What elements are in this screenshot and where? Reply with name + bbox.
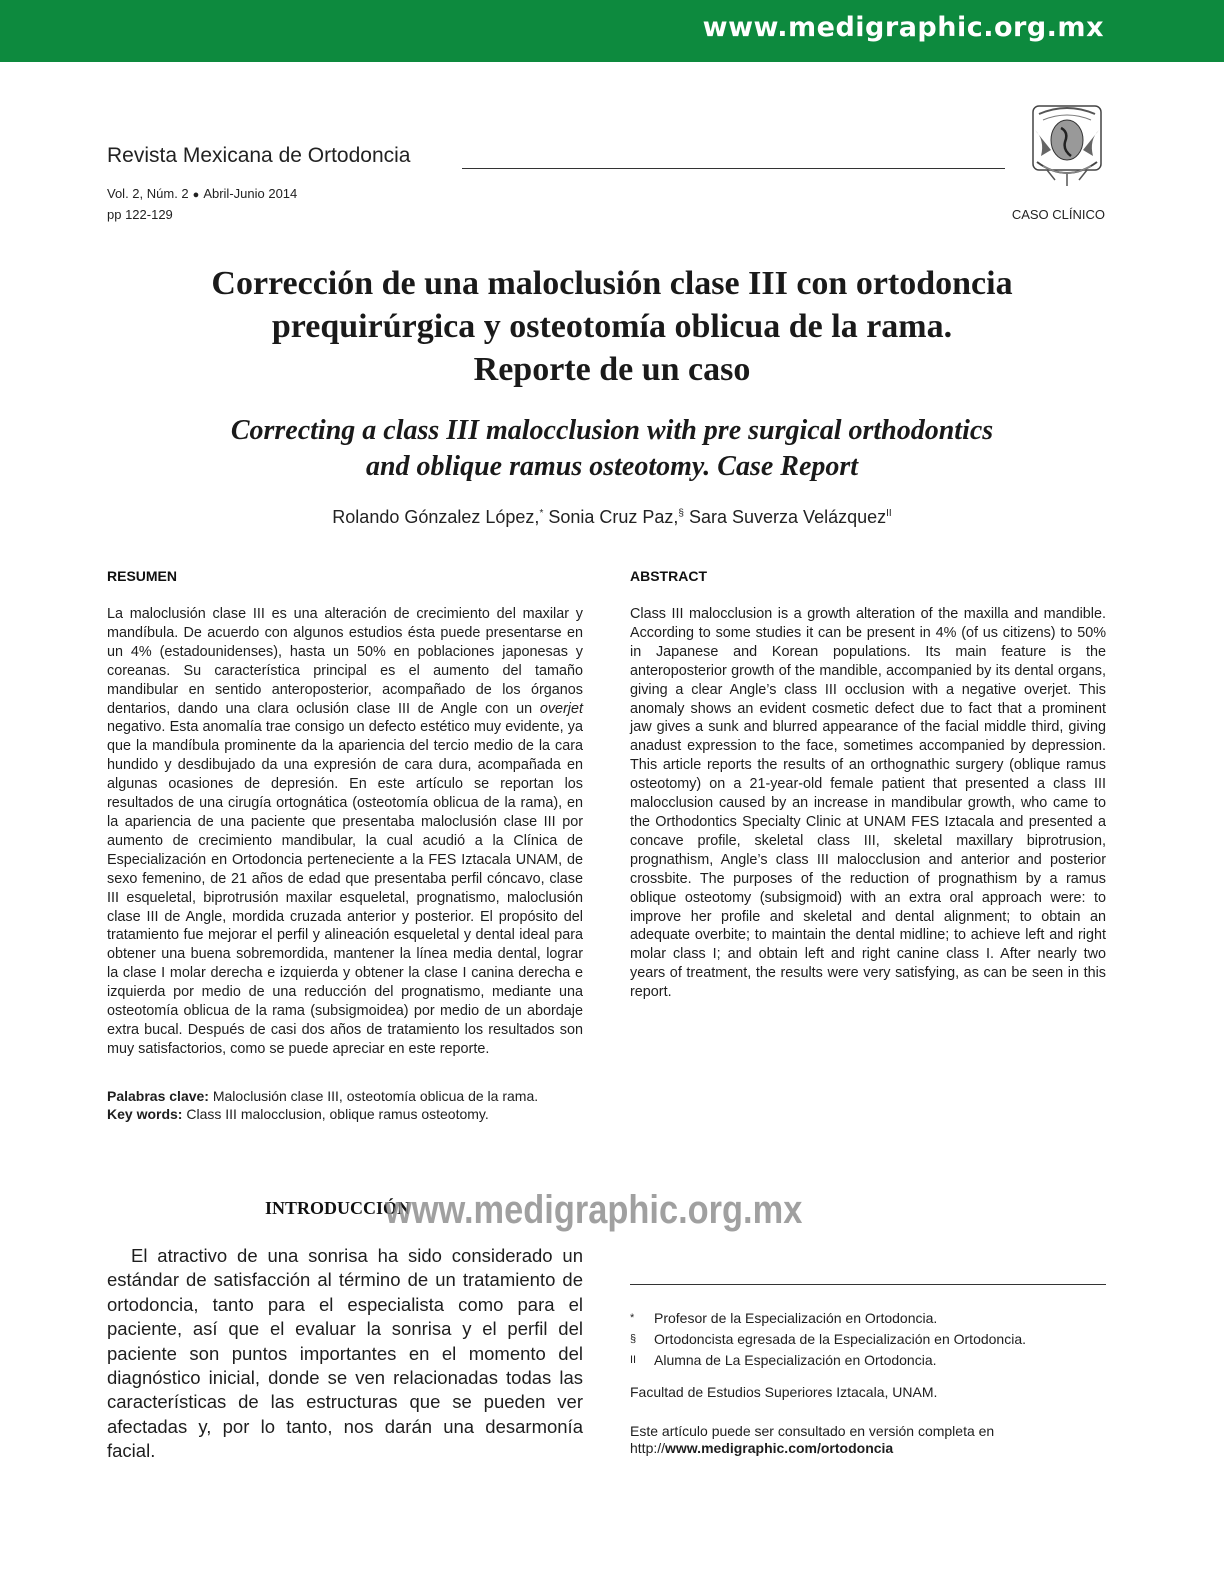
volume-number: Vol. 2, Núm. 2	[107, 186, 189, 201]
journal-rule	[462, 168, 1005, 169]
keywords-en-label: Key words:	[107, 1105, 183, 1122]
title-line: prequirúrgica y osteotomía oblicua de la rama.	[271, 308, 953, 345]
abstract-section	[630, 568, 1106, 1002]
resumen-text	[107, 605, 583, 1059]
article-title	[120, 262, 1104, 391]
resumen-section	[107, 568, 583, 1123]
author-mark: II	[886, 508, 892, 519]
section-tag: CASO CLÍNICO	[1011, 207, 1105, 222]
resumen-text-part: La maloclusión clase III es una alteración de crecimiento del maxilar y mandíbula. De acuerdo con algunos estudios ésta puede presentarse en un 4% (estadounidenses), hasta un 50% en poblaciones japonesas y coreanas. Su característica principal es el aumento del tamaño mandibular en sentido anteroposterior, acompañado de los órganos dentarios, dando una clara oclusión clase III de Angle con un	[107, 606, 583, 717]
banner-url-link[interactable]: www.medigraphic.org.mx	[702, 12, 1104, 43]
footnote-text: Profesor de la Especialización en Ortodoncia.	[654, 1310, 938, 1326]
online-url[interactable]: www.medigraphic.com/ortodoncia	[665, 1440, 894, 1456]
keywords-es-text: Maloclusión clase III, osteotomía oblicua de la rama.	[212, 1087, 539, 1104]
watermark: www.medigraphic.org.mx	[385, 1188, 803, 1232]
issue-info	[107, 186, 297, 201]
journal-name: Revista Mexicana de Ortodoncia	[107, 144, 411, 167]
online-url-prefix: http://	[630, 1440, 666, 1456]
bullet-icon: ●	[192, 189, 200, 201]
footnote-rule	[630, 1284, 1106, 1285]
keywords-es	[107, 1087, 583, 1105]
title-line: Reporte de un caso	[473, 351, 751, 388]
footnote-mark: §	[630, 1333, 637, 1345]
resumen-italic-term: overjet	[539, 700, 584, 717]
keywords-en	[107, 1105, 583, 1123]
keywords-en-text: Class III malocclusion, oblique ramus osteotomy.	[186, 1105, 489, 1122]
subtitle-line: Correcting a class III malocclusion with pre surgical orthodontics	[230, 415, 994, 446]
author-list	[0, 507, 1224, 528]
footnote-item	[630, 1350, 1106, 1371]
intro-text: El atractivo de una sonrisa ha sido considerado un estándar de satisfacción al término de un tratamiento de ortodoncia, tanto para el especialista como para el paciente, así que el evaluar la sonrisa y el perfil del paciente son puntos importantes en el momento del diagnóstico inicial, donde se ven relacionadas todas las características de las estructuras que se pueden ver afectadas y, por lo tanto, nos darán una desarmonía facial.	[107, 1245, 583, 1462]
page-range: pp 122-129	[107, 207, 173, 222]
author-name: Sonia Cruz Paz,	[548, 507, 679, 527]
top-banner	[0, 0, 1224, 62]
issue-period: Abril-Junio 2014	[203, 186, 298, 201]
article-subtitle	[120, 413, 1104, 485]
footnote-item	[630, 1308, 1106, 1329]
online-note	[630, 1423, 1106, 1457]
resumen-text-part: negativo. Esta anomalía trae consigo un defecto estético muy evidente, ya que la mandíbula prominente da la apariencia del tercio medio de la cara hundido y desdibujado da una expresión de cara dura, acompañada en algunas ocasiones de depresión. En este artículo se reportan los resultados de una cirugía ortognática (osteotomía oblicua de la rama), en la apariencia de una paciente que presentaba maloclusión clase III por aumento de crecimiento mandibular, la cual acudió a la Clínica de Especialización en Ortodoncia perteneciente a la FES Iztacala UNAM, de sexo femenino, de 21 años de edad que presentaba perfil cóncavo, clase III esqueletal, biprotrusión maxilar esqueletal, prognatismo, maloclusión clase III de Angle, mordida cruzada anterior y posterior. El propósito del tratamiento fue mejorar el perfil y alineación esqueletal y dental ideal para obtener una buena sobremordida, mantener la línea media dental, lograr la clase I molar derecha e izquierda y obtener la clase I canina derecha e izquierda por medio de una reducción del prognatismo, mediante una osteotomía oblicua de la rama (subsigmoidea) por medio de un abordaje extra bucal. Después de casi dos años de tratamiento los resultados son muy satisfactorios, como se puede apreciar en este reporte.	[107, 719, 583, 1057]
abstract-text: Class III malocclusion is a growth alteration of the maxilla and mandible. According to some studies it can be present in 4% (of us citizens) to 50% in Japanese and Korean populations. Its main feature is the anteroposterior growth of the mandible, accompanied by its dental organs, giving a clear Angle’s class III occlusion with a negative overjet. This anomaly shows an evident cosmetic defect due to fact that a prominent jaw gives a sunk and blurred appearance of the facial middle third, giving anadust expression to the face, sometimes accompanied by depression. This article reports the results of an orthognathic surgery (oblique ramus osteotomy) on a 21-year-old female patient that presented a class III malocclusion caused by an increase in mandibular growth, who came to the Orthodontics Specialty Clinic at UNAM FES Iztacala and presented a concave profile, skeletal class III, skeletal maxillary biprotrusion, prognathism, Angle’s class III malocclusion and anterior and posterior crossbite. The purposes of the reduction of prognathism by a ramus oblique osteotomy (subsigmoid) with an extra oral approach were: to improve her profile and skeletal and dental alignment; to obtain an adequate overbite; to maintain the dental midline; to achieve left and right molar class I; and obtain left and right canine class I. After nearly two years of treatment, the results were very satisfying, as can be seen in this report.	[630, 606, 1106, 1001]
online-link[interactable]	[630, 1440, 1106, 1457]
resumen-heading: RESUMEN	[107, 568, 178, 584]
subtitle-line: and oblique ramus osteotomy. Case Report	[365, 451, 859, 482]
intro-heading: INTRODUCCIÓN	[265, 1198, 411, 1218]
online-text: Este artículo puede ser consultado en versión completa en	[630, 1423, 995, 1439]
author-name: Rolando Gónzalez López,	[332, 507, 540, 527]
author-mark: *	[539, 508, 544, 519]
title-line: Corrección de una maloclusión clase III con ortodoncia	[211, 265, 1013, 302]
footnote-mark: *	[630, 1312, 635, 1324]
footnote-text: Ortodoncista egresada de la Especialización en Ortodoncia.	[654, 1331, 1026, 1347]
footnote-list	[630, 1308, 1106, 1371]
footnote-text: Alumna de La Especialización en Ortodoncia.	[654, 1352, 937, 1368]
keywords-es-label: Palabras clave:	[107, 1087, 209, 1104]
author-name: Sara Suverza Velázquez	[689, 507, 887, 527]
footnote-item	[630, 1329, 1106, 1350]
author-mark: §	[678, 508, 684, 519]
affiliation: Facultad de Estudios Superiores Iztacala, UNAM.	[630, 1384, 938, 1400]
abstract-heading: ABSTRACT	[630, 568, 707, 584]
unam-crest-icon	[1025, 100, 1109, 188]
footnote-mark: II	[630, 1354, 637, 1366]
